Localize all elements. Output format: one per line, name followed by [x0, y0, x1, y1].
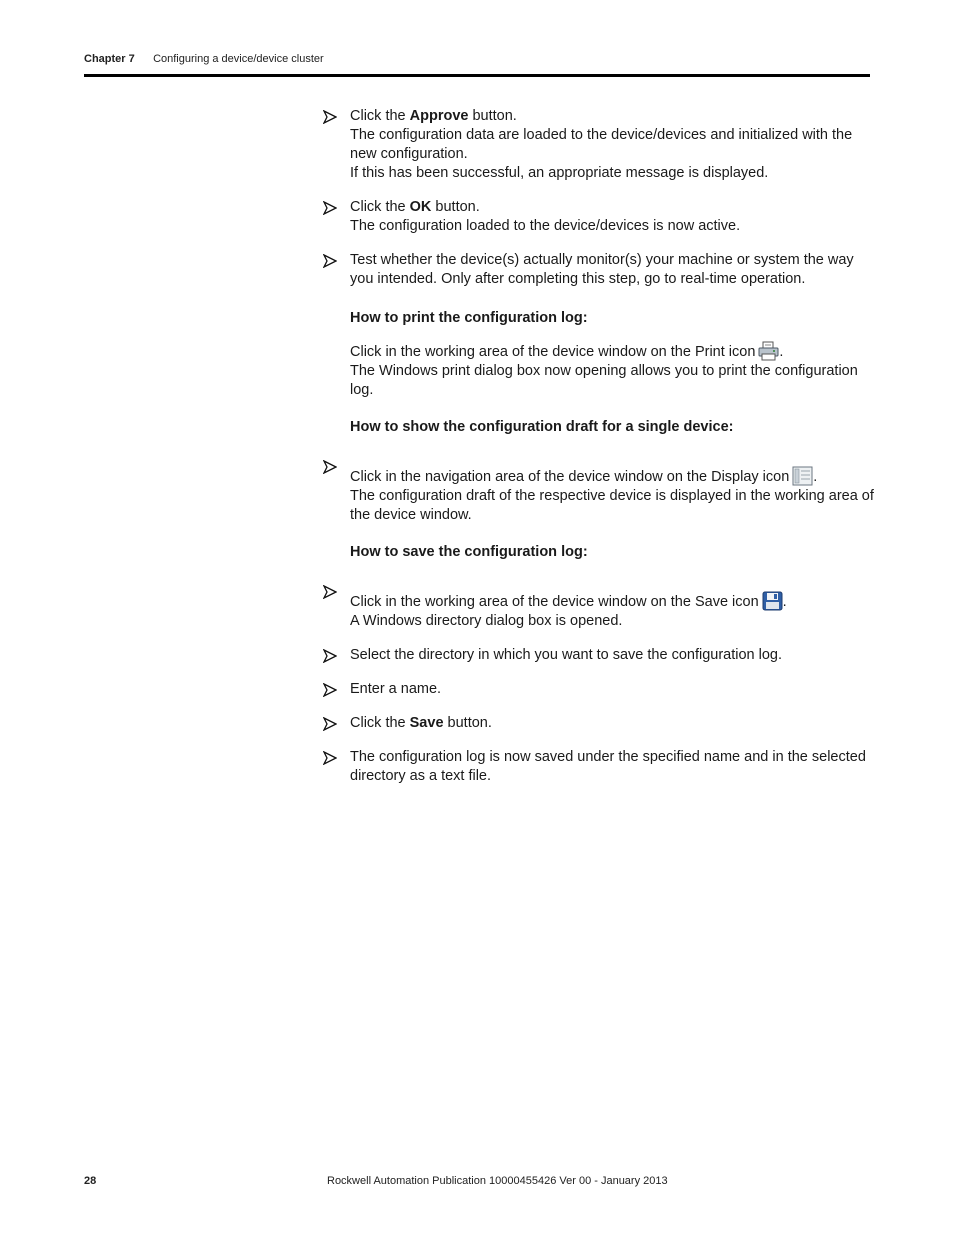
step-select-directory: Select the directory in which you want to save the configuration log.	[323, 646, 875, 665]
save-heading: How to save the configuration log:	[350, 544, 588, 560]
header-rule	[84, 74, 870, 77]
step-ok	[323, 198, 875, 236]
page-number: 28	[84, 1175, 97, 1187]
chapter-label: Chapter 7	[84, 53, 135, 65]
arrowhead-bullet-icon	[323, 649, 337, 663]
main-content	[323, 107, 875, 801]
display-instruction: Click in the navigation area of the device window on the Display icon . The configuration draft of the respective device is displayed in the working area of the device window.	[323, 453, 875, 525]
arrowhead-bullet-icon	[323, 751, 337, 765]
step-detail: The configuration loaded to the device/devices is now active.	[350, 218, 741, 234]
arrowhead-bullet-icon	[323, 683, 337, 697]
chapter-title: Configuring a device/device cluster	[153, 53, 324, 65]
step-text: Click the OK button.	[350, 199, 480, 215]
step-saved-result: The configuration log is now saved under the specified name and in the selected directory as a text file.	[323, 748, 875, 786]
arrowhead-bullet-icon	[323, 110, 337, 124]
step-click-save: Click the Save button.	[323, 714, 875, 733]
arrowhead-bullet-icon	[323, 254, 337, 268]
print-heading: How to print the configuration log:	[350, 310, 588, 326]
display-icon	[792, 466, 813, 486]
arrowhead-bullet-icon	[323, 460, 337, 474]
arrowhead-bullet-icon	[323, 585, 337, 599]
step-approve	[323, 107, 875, 183]
step-enter-name: Enter a name.	[323, 680, 875, 699]
step-detail: If this has been successful, an appropriate message is displayed.	[350, 165, 769, 181]
arrowhead-bullet-icon	[323, 717, 337, 731]
step-detail: The configuration data are loaded to the device/devices and initialized with the new configuration.	[350, 127, 853, 162]
printer-icon	[758, 341, 779, 361]
page-header	[84, 53, 870, 65]
floppy-disk-icon	[762, 591, 783, 611]
step-test	[323, 251, 875, 289]
print-instruction: Click in the working area of the device window on the Print icon . The Windows print dialog box now opening allows you to print the configuration log.	[323, 341, 875, 400]
step-text: Click the Approve button.	[350, 108, 517, 124]
display-heading: How to show the configuration draft for a single device:	[350, 419, 734, 435]
save-instruction: Click in the working area of the device window on the Save icon . A Windows directory dialog box is opened.	[323, 578, 875, 631]
step-text: Test whether the device(s) actually monitor(s) your machine or system the way you intended. Only after completing this step, go to real-time operation.	[350, 252, 854, 287]
publication-info: Rockwell Automation Publication 10000455426 Ver 00 - January 2013	[327, 1175, 668, 1187]
arrowhead-bullet-icon	[323, 201, 337, 215]
